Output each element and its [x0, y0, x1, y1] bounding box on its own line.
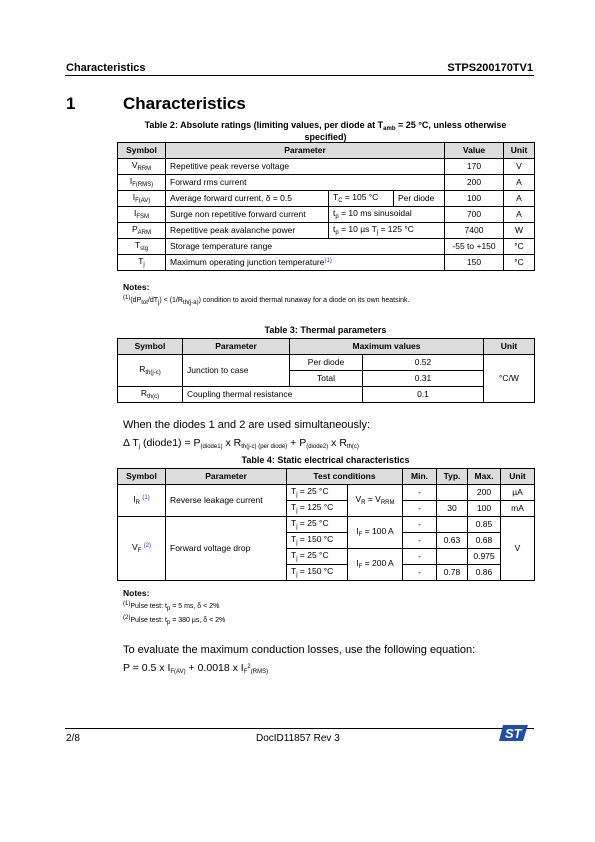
- symbol-cell: $I_R$ $^{(1)}$: [118, 485, 166, 517]
- max-cell: 100: [468, 501, 501, 517]
- unit-cell: A: [504, 175, 535, 191]
- symbol-cell: $R_{th(j-c)}$: [118, 355, 183, 387]
- parameter-cell: Surge non repetitive forward current: [166, 207, 329, 223]
- col-parameter: Parameter: [183, 339, 290, 355]
- condition-cell: Per diode: [394, 191, 445, 207]
- notes-title: Notes:: [123, 588, 150, 598]
- value-cell: 700: [445, 207, 504, 223]
- typ-cell: [437, 485, 468, 501]
- note-1: $^{(1)}$Pulse test: $t_p = 5$ ms, δ < 2%: [123, 601, 220, 612]
- table-row: [118, 239, 535, 255]
- value-cell: 0.52: [363, 355, 484, 371]
- condition-cell: $T_C = 105$ °C: [329, 191, 394, 207]
- max-cell: 0.68: [468, 533, 501, 549]
- page-number: 2/8: [66, 733, 80, 744]
- condition-cell: $T_j = 25$ °C: [287, 485, 348, 501]
- parameter-cell: Repetitive peak avalanche power: [166, 223, 329, 239]
- condition-cell: $T_j = 150$ °C: [287, 533, 348, 549]
- max-cell: 0.86: [468, 565, 501, 581]
- st-logo-icon: [499, 724, 529, 742]
- symbol-cell: $V_{RRM}$: [118, 159, 166, 175]
- parameter-cell: Junction to case: [183, 355, 290, 387]
- unit-cell: A: [504, 207, 535, 223]
- table-row: [118, 175, 535, 191]
- condition-cell: $V_R = V_{RRM}$: [348, 485, 403, 517]
- footnote-link[interactable]: (2): [143, 543, 152, 549]
- table-row: [118, 223, 535, 239]
- note-2: $^{(2)}$Pulse test: $t_p = 380$ µs, δ < 2%: [123, 615, 226, 626]
- col-parameter: Parameter: [166, 469, 287, 485]
- symbol-cell: $V_F$ $^{(2)}$: [118, 517, 166, 581]
- table-header-row: [118, 143, 535, 159]
- condition-cell: $T_j = 25$ °C: [287, 517, 348, 533]
- unit-cell: V: [504, 159, 535, 175]
- table-row: [118, 191, 535, 207]
- thermal-parameters-table: [117, 338, 535, 403]
- table-row: [118, 355, 535, 371]
- min-cell: -: [403, 565, 437, 581]
- table-header-row: [118, 339, 535, 355]
- value-cell: 150: [445, 255, 504, 271]
- col-min: Min.: [403, 469, 437, 485]
- parameter-cell: Forward rms current: [166, 175, 445, 191]
- table2-caption: Table 2: Absolute ratings (limiting values, per diode at $T_{amb} = 25$ °C, unless otherwise specified): [144, 120, 507, 142]
- col-unit: Unit: [501, 469, 535, 485]
- col-test-conditions: Test conditions: [287, 469, 403, 485]
- svg-text:ST: ST: [505, 726, 522, 741]
- col-max: Max.: [468, 469, 501, 485]
- condition-cell: $T_j = 125$ °C: [287, 501, 348, 517]
- parameter-cell: Repetitive peak reverse voltage: [166, 159, 445, 175]
- parameter-cell: Forward voltage drop: [166, 517, 287, 581]
- conduction-losses-paragraph: To evaluate the maximum conduction losses, use the following equation:: [123, 644, 476, 656]
- header-rule: [65, 75, 534, 76]
- min-cell: -: [403, 533, 437, 549]
- col-symbol: Symbol: [118, 339, 183, 355]
- parameter-cell: Maximum operating junction temperature$^{(1)}$: [166, 255, 445, 271]
- parameter-cell: Reverse leakage current: [166, 485, 287, 517]
- symbol-cell: $I_{FSM}$: [118, 207, 166, 223]
- symbol-cell: $R_{th(c)}$: [118, 387, 183, 403]
- thermal-equation: Δ $T_j$ (diode1) = $P_{(diode1)}$ x $R_{th(j-c) (per diode)} + P_{(diode2)}$ x $R_{th(c)}$: [123, 437, 359, 450]
- typ-cell: 0.78: [437, 565, 468, 581]
- condition-cell: $t_p = 10$ ms sinusoidal: [329, 207, 445, 223]
- static-electrical-table: [117, 468, 535, 581]
- typ-cell: 30: [437, 501, 468, 517]
- col-parameter: Parameter: [166, 143, 445, 159]
- symbol-cell: $I_{F(RMS)}$: [118, 175, 166, 191]
- header-part-number: STPS200170TV1: [447, 62, 533, 74]
- min-cell: -: [403, 501, 437, 517]
- min-cell: -: [403, 549, 437, 565]
- symbol-cell: $T_j$: [118, 255, 166, 271]
- unit-cell: °C: [504, 255, 535, 271]
- symbol-cell: $T_{stg}$: [118, 239, 166, 255]
- col-unit: Unit: [484, 339, 535, 355]
- table-row: [118, 159, 535, 175]
- table-row: [118, 207, 535, 223]
- unit-cell: µA: [501, 485, 535, 501]
- max-cell: 200: [468, 485, 501, 501]
- col-symbol: Symbol: [118, 469, 166, 485]
- parameter-cell: Average forward current, δ = 0.5: [166, 191, 329, 207]
- col-typ: Typ.: [437, 469, 468, 485]
- table4-caption: Table 4: Static electrical characteristics: [241, 455, 410, 465]
- table3-caption: Table 3: Thermal parameters: [264, 325, 387, 335]
- footnote-link[interactable]: (1): [324, 258, 332, 265]
- unit-cell: V: [501, 517, 535, 581]
- note-1: $^{(1)}(dP_{tot}/dT_j) < (1/R_{th(j-a)})$ condition to avoid thermal runaway for a diode on its own heatsink.: [123, 295, 410, 306]
- unit-cell: mA: [501, 501, 535, 517]
- section-number: 1: [66, 94, 76, 113]
- min-cell: -: [403, 517, 437, 533]
- header-section-title: Characteristics: [66, 62, 146, 74]
- table-row: [118, 387, 535, 403]
- value-cell: 100: [445, 191, 504, 207]
- parameter-cell: Storage temperature range: [166, 239, 445, 255]
- value-cell: -55 to +150: [445, 239, 504, 255]
- col-value: Value: [445, 143, 504, 159]
- col-max-values: Maximum values: [290, 339, 484, 355]
- unit-cell: A: [504, 191, 535, 207]
- condition-cell: $I_F = 200$ A: [348, 549, 403, 581]
- simultaneous-use-paragraph: When the diodes 1 and 2 are used simultaneously:: [123, 419, 371, 431]
- value-cell: 0.31: [363, 371, 484, 387]
- sub-parameter-cell: Total: [290, 371, 363, 387]
- sub-parameter-cell: Per diode: [290, 355, 363, 371]
- symbol-cell: $P_{ARM}$: [118, 223, 166, 239]
- value-cell: 7400: [445, 223, 504, 239]
- table-header-row: [118, 469, 535, 485]
- typ-cell: [437, 517, 468, 533]
- parameter-cell: Coupling thermal resistance: [183, 387, 363, 403]
- absolute-ratings-table: [117, 142, 535, 271]
- value-cell: 0.1: [363, 387, 484, 403]
- unit-cell: W: [504, 223, 535, 239]
- value-cell: 170: [445, 159, 504, 175]
- section-title: Characteristics: [123, 94, 246, 113]
- condition-cell: $I_F = 100$ A: [348, 517, 403, 549]
- value-cell: 200: [445, 175, 504, 191]
- notes-title: Notes:: [123, 282, 150, 292]
- max-cell: 0.85: [468, 517, 501, 533]
- symbol-cell: $I_{F(AV)}$: [118, 191, 166, 207]
- condition-cell: $T_j = 25$ °C: [287, 549, 348, 565]
- col-unit: Unit: [504, 143, 535, 159]
- unit-cell: °C/W: [484, 355, 535, 403]
- conduction-losses-equation: P = 0.5 x $I_{F(AV)} + 0.0018$ x $I_F^2_{(RMS)}$: [123, 662, 269, 675]
- footer-rule: [65, 728, 534, 729]
- footnote-link[interactable]: (1): [142, 495, 150, 501]
- table-row: [118, 517, 535, 533]
- max-cell: 0.975: [468, 549, 501, 565]
- typ-cell: 0.63: [437, 533, 468, 549]
- typ-cell: [437, 549, 468, 565]
- condition-cell: $T_j = 150$ °C: [287, 565, 348, 581]
- doc-id: DocID11857 Rev 3: [256, 733, 340, 744]
- unit-cell: °C: [504, 239, 535, 255]
- min-cell: -: [403, 485, 437, 501]
- col-symbol: Symbol: [118, 143, 166, 159]
- condition-cell: $t_p = 10$ µs $T_j = 125$ °C: [329, 223, 445, 239]
- table-row: [118, 485, 535, 501]
- table-row: [118, 255, 535, 271]
